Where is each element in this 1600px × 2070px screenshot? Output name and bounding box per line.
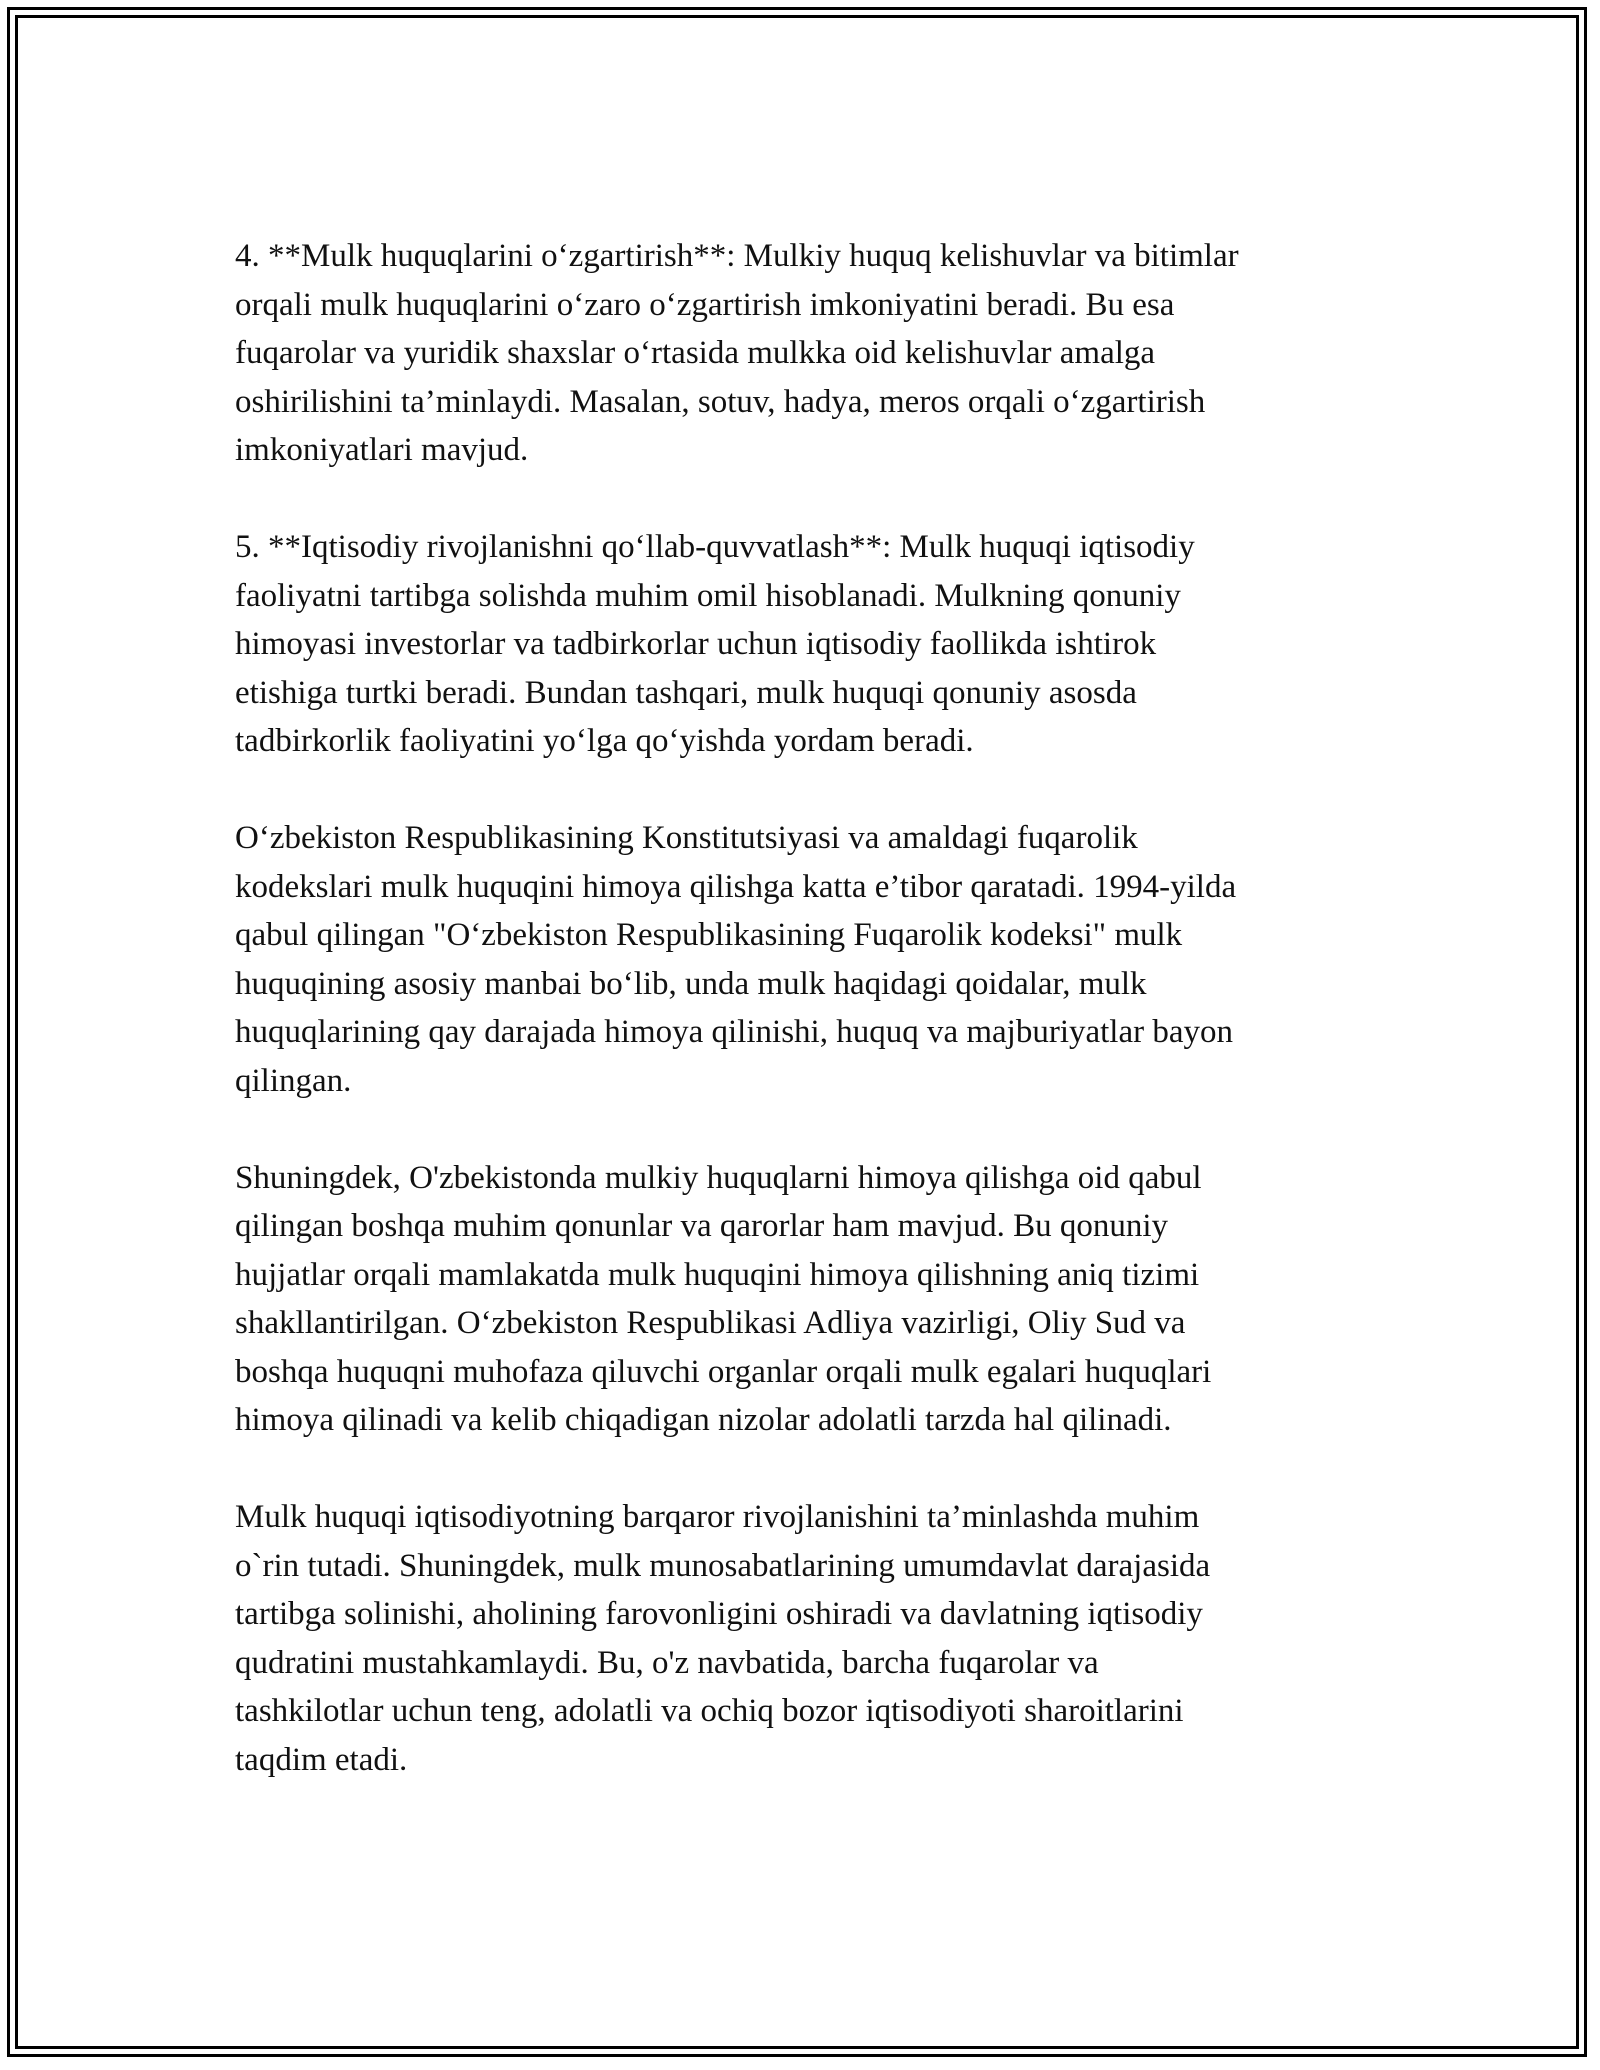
paragraph-other-laws (235, 1154, 1365, 1445)
text-line: Shuningdek, O'zbekistonda mulkiy huquqlarni himoya qilishga oid qabul (235, 1159, 1202, 1196)
text-line: O‘zbekiston Respublikasining Konstitutsiyasi va amaldagi fuqarolik (235, 820, 1138, 856)
text-line: himoyasi investorlar va tadbirkorlar uchun iqtisodiy faollikda ishtirok (235, 626, 1157, 662)
text-line: qilingan. (235, 1062, 352, 1099)
paragraph-constitution (235, 814, 1365, 1105)
text-line: Mulk huquqi iqtisodiyotning barqaror rivojlanishini ta’minlashda muhim (235, 1499, 1200, 1535)
text-line: etishiga turtki beradi. Bundan tashqari, mulk huquqi qonuniy asosda (235, 674, 1137, 711)
paragraph-property-rights-change (235, 232, 1365, 475)
text-line: fuqarolar va yuridik shaxslar o‘rtasida mulkka oid kelishuvlar amalga (235, 335, 1156, 371)
text-line: huquqlarining qay darajada himoya qilinishi, huquq va majburiyatlar bayon (235, 1014, 1234, 1050)
text-line: faoliyatni tartibga solishda muhim omil hisoblanadi. Mulkning qonuniy (235, 577, 1181, 614)
text-line: boshqa huquqni muhofaza qiluvchi organlar orqali mulk egalari huquqlari (235, 1353, 1212, 1390)
text-line: shakllantirilgan. O‘zbekiston Respublikasi Adliya vazirligi, Oliy Sud va (235, 1305, 1186, 1341)
text-line: tartibga solinishi, aholining farovonligini oshiradi va davlatning iqtisodiy (235, 1596, 1203, 1632)
text-line: huquqining asosiy manbai bo‘lib, unda mulk haqidagi qoidalar, mulk (235, 965, 1147, 1002)
text-line: 4. **Mulk huquqlarini o‘zgartirish**: Mulkiy huquq kelishuvlar va bitimlar (235, 238, 1239, 274)
paragraph-conclusion (235, 1493, 1365, 1784)
document-body (235, 232, 1365, 1833)
text-line: qudratini mustahkamlaydi. Bu, o'z navbatida, barcha fuqarolar va (235, 1644, 1099, 1681)
text-line: qilingan boshqa muhim qonunlar va qarorlar ham mavjud. Bu qonuniy (235, 1208, 1169, 1244)
text-line: kodekslari mulk huquqini himoya qilishga katta e’tibor qaratadi. 1994-yilda (235, 868, 1237, 905)
text-line: tashkilotlar uchun teng, adolatli va ochiq bozor iqtisodiyoti sharoitlarini (235, 1693, 1184, 1729)
text-line: hujjatlar orqali mamlakatda mulk huquqini himoya qilishning aniq tizimi (235, 1256, 1200, 1293)
text-line: orqali mulk huquqlarini o‘zaro o‘zgartirish imkoniyatini beradi. Bu esa (235, 286, 1175, 323)
text-line: imkoniyatlari mavjud. (235, 432, 529, 468)
text-line: himoya qilinadi va kelib chiqadigan nizolar adolatli tarzda hal qilinadi. (235, 1402, 1172, 1438)
text-line: tadbirkorlik faoliyatini yo‘lga qo‘yishda yordam beradi. (235, 723, 974, 759)
text-line: oshirilishini ta’minlaydi. Masalan, sotuv, hadya, meros orqali o‘zgartirish (235, 383, 1206, 420)
text-line: o`rin tutadi. Shuningdek, mulk munosabatlarining umumdavlat darajasida (235, 1547, 1211, 1584)
text-line: taqdim etadi. (235, 1741, 408, 1778)
paragraph-economic-development (235, 523, 1365, 766)
text-line: 5. **Iqtisodiy rivojlanishni qo‘llab-quvvatlash**: Mulk huquqi iqtisodiy (235, 529, 1195, 565)
text-line: qabul qilingan "O‘zbekiston Respublikasining Fuqarolik kodeksi" mulk (235, 917, 1183, 953)
